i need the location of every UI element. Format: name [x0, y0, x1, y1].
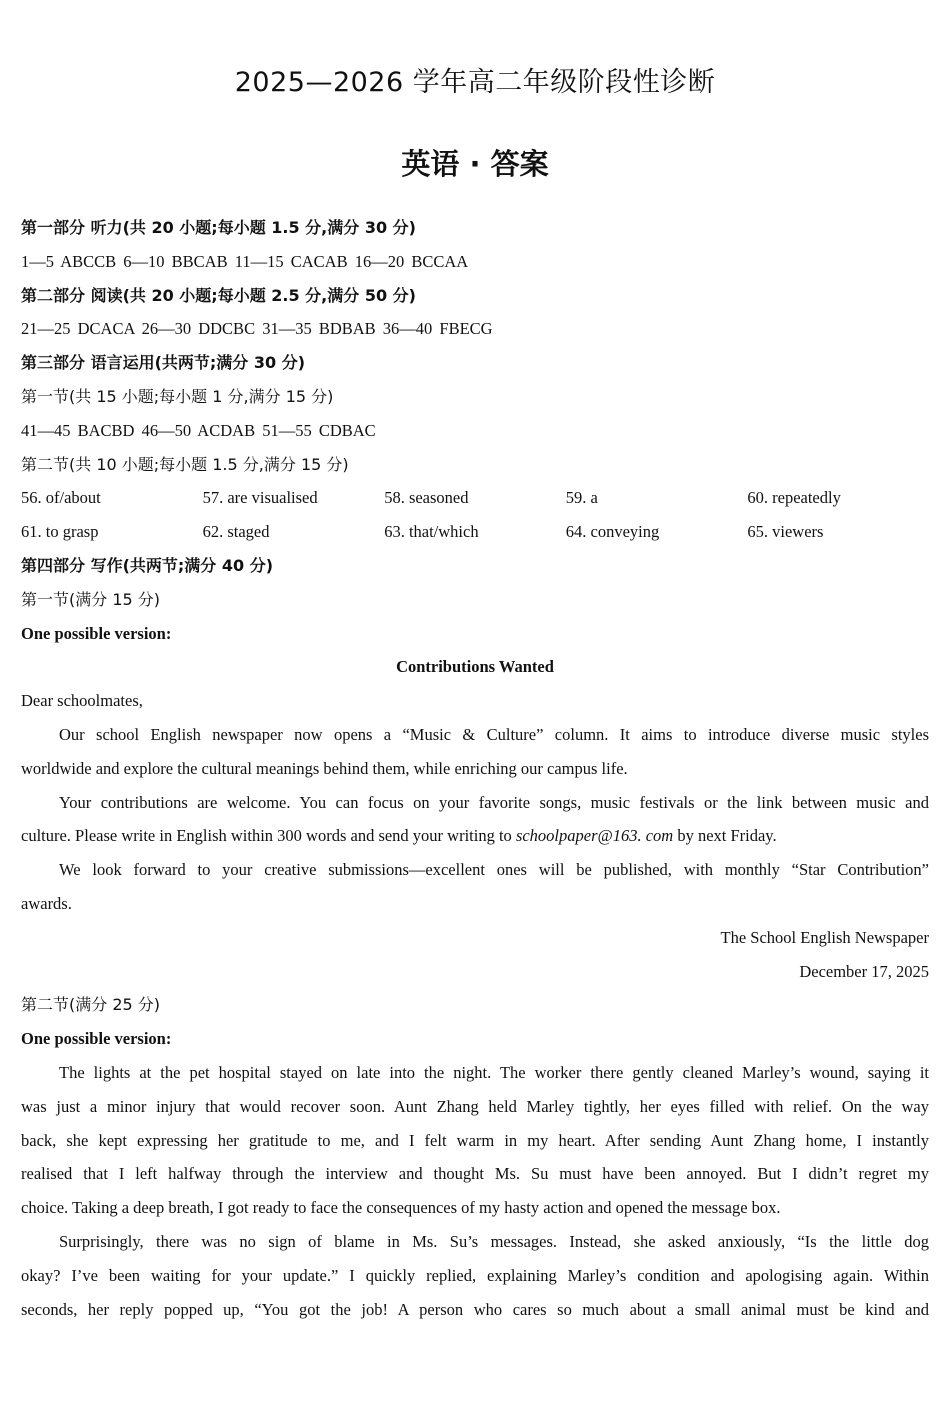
part2-answers: 21—25 DCACA 26—30 DDCBC 31—35 BDBAB 36—40 FBECG [21, 319, 493, 339]
story-p1-line4: realised that I left halfway through the interview and thought Ms. Su must have been annoyed. But I didn’t regret my [21, 1164, 929, 1184]
letter-p2-line2 [21, 819, 929, 853]
part4-sec1-heading: 第一节(满分 15 分) [21, 589, 161, 609]
letter-p1-line2: worldwide and explore the cultural meanings behind them, while enriching our campus life. [21, 758, 628, 778]
answer-65: 65. viewers [747, 522, 824, 542]
story-p1-line5: choice. Taking a deep breath, I got ready to face the consequences of my hasty action and opened the message box. [21, 1198, 781, 1218]
part3-sec1-answers: 41—45 BACBD 46—50 ACDAB 51—55 CDBAC [21, 420, 376, 440]
letter-p1-line1: Our school English newspaper now opens a “Music & Culture” column. It aims to introduce diverse music styles [59, 724, 929, 744]
exam-title: 2025—2026 学年高二年级阶段性诊断 [234, 67, 716, 98]
story-p2-line2: okay? I’ve been waiting for your update.” I quickly replied, explaining Marley’s condition and apologising again. Within [21, 1265, 929, 1285]
answer-57: 57. are visualised [202, 488, 318, 508]
part4-heading: 第四部分 写作(共两节;满分 40 分) [21, 555, 274, 575]
answer-64: 64. conveying [565, 522, 660, 542]
part1-answers: 1—5 ABCCB 6—10 BBCAB 11—15 CACAB 16—20 BCCAA [21, 251, 469, 271]
part1-heading: 第一部分 听力(共 20 小题;每小题 1.5 分,满分 30 分) [21, 218, 416, 237]
answer-58: 58. seasoned [384, 488, 469, 508]
part3-sec1-heading: 第一节(共 15 小题;每小题 1 分,满分 15 分) [21, 386, 334, 406]
letter-title: Contributions Wanted [396, 657, 554, 677]
part3-sec2-heading: 第二节(共 10 小题;每小题 1.5 分,满分 15 分) [21, 454, 349, 474]
answer-59: 59. a [565, 488, 598, 508]
answer-62: 62. staged [202, 522, 270, 542]
letter-p2-line1: Your contributions are welcome. You can focus on your favorite songs, music festivals or the link between music and [59, 792, 929, 812]
letter-p2-text-a: culture. Please write in English within 300 words and send your writing to [21, 826, 516, 846]
part3-heading: 第三部分 语言运用(共两节;满分 30 分) [21, 353, 306, 373]
answer-60: 60. repeatedly [747, 488, 841, 508]
version-label: One possible version: [21, 623, 172, 643]
answer-56: 56. of/about [21, 488, 101, 508]
answer-63: 63. that/which [384, 522, 479, 542]
story-p1-line1: The lights at the pet hospital stayed on late into the night. The worker there gently cleaned Marley’s wound, saying it [59, 1062, 929, 1082]
subject-title: 英语 · 答案 [401, 147, 549, 181]
fill-in-row-2 [21, 515, 929, 549]
story-p1-line2: was just a minor injury that would recover soon. Aunt Zhang held Marley tightly, her eyes filled with relief. On the way [21, 1096, 929, 1116]
version-label-2: One possible version: [21, 1029, 172, 1049]
answer-lines [21, 211, 929, 1326]
letter-signature: The School English Newspaper [720, 927, 929, 947]
story-p1-line3: back, she kept expressing her gratitude to me, and I felt warm in my heart. After sending Aunt Zhang home, I instantly [21, 1130, 929, 1150]
part4-sec2-heading: 第二节(满分 25 分) [21, 995, 161, 1015]
answer-61: 61. to grasp [21, 522, 99, 542]
letter-p2-text-b: by next Friday. [673, 826, 777, 846]
contact-email: schoolpaper@163. com [515, 826, 674, 846]
story-p2-line3: seconds, her reply popped up, “You got the job! A person who cares so much about a small animal must be kind and [21, 1299, 929, 1319]
letter-p3-line1: We look forward to your creative submissions—excellent ones will be published, with monthly “Star Contribution” [59, 860, 929, 880]
part2-heading: 第二部分 阅读(共 20 小题;每小题 2.5 分,满分 50 分) [21, 285, 416, 305]
letter-date: December 17, 2025 [799, 961, 929, 981]
fill-in-row-1 [21, 481, 929, 515]
letter-salutation: Dear schoolmates, [21, 691, 143, 711]
story-p2-line1: Surprisingly, there was no sign of blame in Ms. Su’s messages. Instead, she asked anxiously, “Is the little dog [59, 1231, 929, 1251]
letter-p3-line2: awards. [21, 893, 72, 913]
